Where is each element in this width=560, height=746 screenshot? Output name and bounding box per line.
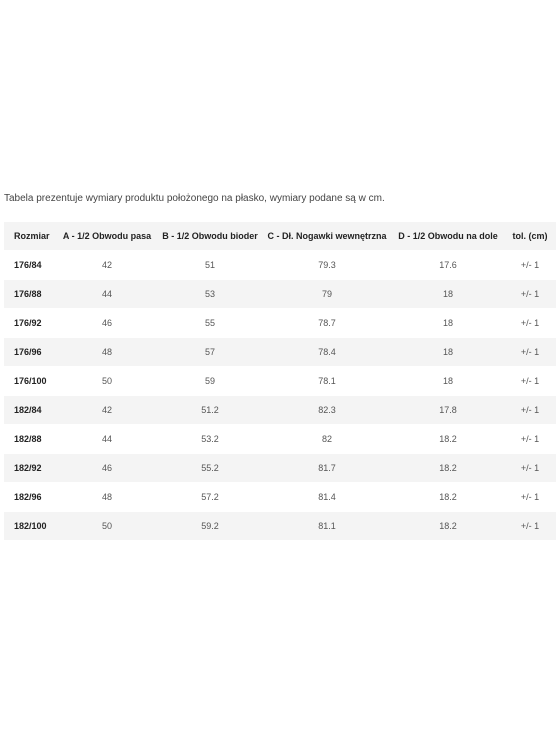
cell-size: 182/84	[4, 396, 56, 424]
table-row	[4, 280, 556, 308]
table-row	[4, 251, 556, 279]
size-chart	[4, 192, 556, 541]
cell-size: 176/84	[4, 251, 56, 279]
cell-waist: 48	[56, 338, 158, 366]
cell-tolerance: +/- 1	[504, 338, 556, 366]
header-hem: D - 1/2 Obwodu na dole	[392, 222, 504, 250]
cell-inseam: 78.1	[262, 367, 392, 395]
cell-inseam: 82	[262, 425, 392, 453]
cell-tolerance: +/- 1	[504, 309, 556, 337]
cell-waist: 42	[56, 396, 158, 424]
cell-size: 182/96	[4, 483, 56, 511]
cell-hem: 18.2	[392, 512, 504, 540]
cell-hem: 18	[392, 338, 504, 366]
cell-waist: 42	[56, 251, 158, 279]
table-caption: Tabela prezentuje wymiary produktu położonego na płasko, wymiary podane są w cm.	[4, 193, 385, 204]
cell-tolerance: +/- 1	[504, 425, 556, 453]
table-row	[4, 367, 556, 395]
cell-waist: 44	[56, 280, 158, 308]
cell-tolerance: +/- 1	[504, 367, 556, 395]
header-waist: A - 1/2 Obwodu pasa	[56, 222, 158, 250]
cell-inseam: 81.4	[262, 483, 392, 511]
cell-tolerance: +/- 1	[504, 280, 556, 308]
cell-hips: 51	[158, 251, 262, 279]
cell-tolerance: +/- 1	[504, 454, 556, 482]
cell-hips: 53.2	[158, 425, 262, 453]
size-table	[4, 221, 556, 541]
cell-inseam: 78.7	[262, 309, 392, 337]
table-row	[4, 512, 556, 540]
cell-tolerance: +/- 1	[504, 251, 556, 279]
table-row	[4, 309, 556, 337]
cell-size: 182/92	[4, 454, 56, 482]
cell-hips: 59	[158, 367, 262, 395]
cell-waist: 44	[56, 425, 158, 453]
cell-hips: 57.2	[158, 483, 262, 511]
header-tolerance: tol. (cm)	[504, 222, 556, 250]
cell-tolerance: +/- 1	[504, 512, 556, 540]
cell-hem: 18.2	[392, 454, 504, 482]
cell-hips: 55	[158, 309, 262, 337]
cell-hem: 17.8	[392, 396, 504, 424]
cell-tolerance: +/- 1	[504, 396, 556, 424]
cell-inseam: 79.3	[262, 251, 392, 279]
table-row	[4, 483, 556, 511]
table-row	[4, 396, 556, 424]
table-row	[4, 454, 556, 482]
cell-tolerance: +/- 1	[504, 483, 556, 511]
cell-hips: 59.2	[158, 512, 262, 540]
cell-hips: 51.2	[158, 396, 262, 424]
cell-size: 176/92	[4, 309, 56, 337]
header-size: Rozmiar	[4, 222, 56, 250]
cell-hips: 57	[158, 338, 262, 366]
cell-hem: 18	[392, 280, 504, 308]
header-inseam: C - Dł. Nogawki wewnętrzna	[262, 222, 392, 250]
table-row	[4, 425, 556, 453]
cell-hips: 53	[158, 280, 262, 308]
cell-hem: 18.2	[392, 425, 504, 453]
table-row	[4, 338, 556, 366]
cell-waist: 50	[56, 512, 158, 540]
cell-waist: 46	[56, 309, 158, 337]
cell-inseam: 79	[262, 280, 392, 308]
cell-size: 182/88	[4, 425, 56, 453]
cell-inseam: 78.4	[262, 338, 392, 366]
cell-waist: 50	[56, 367, 158, 395]
cell-size: 182/100	[4, 512, 56, 540]
cell-inseam: 82.3	[262, 396, 392, 424]
cell-size: 176/100	[4, 367, 56, 395]
cell-waist: 48	[56, 483, 158, 511]
cell-inseam: 81.1	[262, 512, 392, 540]
table-header-row	[4, 222, 556, 250]
cell-hem: 17.6	[392, 251, 504, 279]
cell-inseam: 81.7	[262, 454, 392, 482]
header-hips: B - 1/2 Obwodu bioder	[158, 222, 262, 250]
cell-size: 176/88	[4, 280, 56, 308]
cell-hem: 18.2	[392, 483, 504, 511]
cell-hem: 18	[392, 309, 504, 337]
cell-size: 176/96	[4, 338, 56, 366]
cell-hem: 18	[392, 367, 504, 395]
cell-waist: 46	[56, 454, 158, 482]
cell-hips: 55.2	[158, 454, 262, 482]
